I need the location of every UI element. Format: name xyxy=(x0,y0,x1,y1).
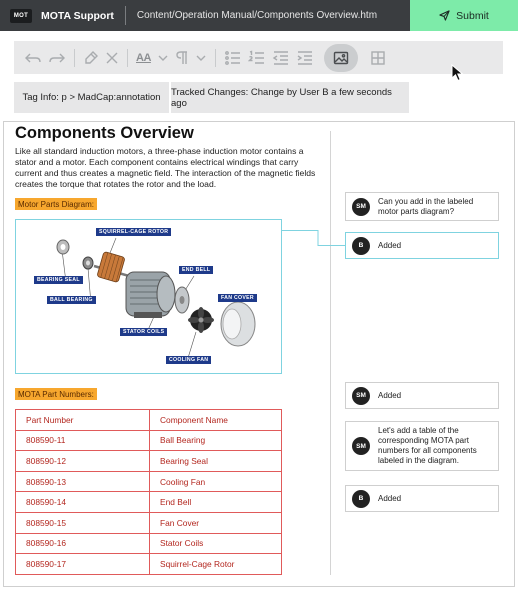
avatar: SM xyxy=(352,387,370,405)
chevron-down-icon[interactable] xyxy=(157,46,169,70)
motor-parts-diagram-label[interactable]: Motor Parts Diagram: xyxy=(15,198,97,210)
avatar: B xyxy=(352,490,370,508)
table-cell[interactable]: End Bell xyxy=(150,492,282,513)
callout-bearing-seal: BEARING SEAL xyxy=(34,276,83,284)
header-left xyxy=(0,0,410,31)
callout-stator-coils: STATOR COILS xyxy=(120,328,167,336)
tracked-changes-info: Tracked Changes: Change by User B a few seconds ago xyxy=(171,82,409,113)
table-cell[interactable]: Stator Coils xyxy=(150,533,282,554)
callout-fan-cover: FAN COVER xyxy=(218,294,257,302)
table-row xyxy=(16,471,282,492)
callout-ball-bearing: BALL BEARING xyxy=(47,296,96,304)
submit-label: Submit xyxy=(456,9,489,22)
avatar: SM xyxy=(352,198,370,216)
table-row xyxy=(16,533,282,554)
highlighter-icon[interactable] xyxy=(83,46,99,70)
header-divider xyxy=(125,6,126,25)
comment-card[interactable] xyxy=(345,421,499,471)
tag-info: Tag Info: p > MadCap:annotation xyxy=(14,82,169,113)
comment-card-active[interactable] xyxy=(345,232,499,259)
comments-column-divider xyxy=(330,131,331,575)
ball-bearing-part xyxy=(83,257,93,269)
indent-icon[interactable] xyxy=(296,46,314,70)
table-icon[interactable] xyxy=(370,46,386,70)
stator-housing-part xyxy=(126,272,175,318)
mota-part-numbers-label[interactable]: MOTA Part Numbers: xyxy=(15,388,97,400)
toolbar-divider xyxy=(74,49,75,67)
table-cell[interactable]: 808590-15 xyxy=(16,512,150,533)
comment-connector-line xyxy=(282,230,346,250)
font-size-icon[interactable] xyxy=(136,46,151,70)
clear-icon[interactable] xyxy=(105,46,119,70)
send-icon xyxy=(439,10,450,21)
table-row xyxy=(16,451,282,472)
callout-squirrel-cage-rotor: SQUIRREL-CAGE ROTOR xyxy=(96,228,171,236)
comment-text: Can you add in the labeled motor parts diagram? xyxy=(378,196,474,216)
mouse-cursor-icon xyxy=(451,64,465,87)
paragraph-icon[interactable] xyxy=(175,46,189,70)
avatar: SM xyxy=(352,437,370,455)
table-row xyxy=(16,492,282,513)
table-cell[interactable]: 808590-11 xyxy=(16,430,150,451)
table-cell[interactable]: 808590-13 xyxy=(16,471,150,492)
toolbar-divider xyxy=(127,49,128,67)
comment-text: Added xyxy=(378,390,402,400)
table-header-cell[interactable]: Component Name xyxy=(150,410,282,431)
app-logo: MOT xyxy=(10,9,32,23)
table-cell[interactable]: 808590-16 xyxy=(16,533,150,554)
submit-button[interactable] xyxy=(410,0,518,31)
end-bell-part xyxy=(175,287,189,313)
comment-card[interactable] xyxy=(345,485,499,512)
callout-cooling-fan: COOLING FAN xyxy=(166,356,211,364)
comment-text: Added xyxy=(378,493,402,503)
table-cell[interactable]: Ball Bearing xyxy=(150,430,282,451)
image-icon[interactable] xyxy=(324,44,358,72)
comment-text: Let's add a table of the corresponding MOTA part numbers for all components labeled in the diagram. xyxy=(378,426,477,465)
chevron-down-icon[interactable] xyxy=(195,46,207,70)
toolbar-divider xyxy=(215,49,216,67)
callout-end-bell: END BELL xyxy=(179,266,213,274)
comment-card[interactable] xyxy=(345,382,499,409)
table-cell[interactable]: 808590-17 xyxy=(16,554,150,575)
numbered-list-icon[interactable] xyxy=(248,46,266,70)
table-cell[interactable]: Bearing Seal xyxy=(150,451,282,472)
redo-icon[interactable] xyxy=(48,46,66,70)
table-row xyxy=(16,430,282,451)
table-header-row xyxy=(16,410,282,431)
motor-parts-diagram[interactable] xyxy=(15,219,282,374)
bulleted-list-icon[interactable] xyxy=(224,46,242,70)
page-title[interactable]: Components Overview xyxy=(15,124,194,142)
table-cell[interactable]: Fan Cover xyxy=(150,512,282,533)
intro-paragraph[interactable]: Like all standard induction motors, a three-phase induction motor contains a stator and a motor. Each component contains electrical windings that carry current and thus creates a magnetic field. The interaction of the magnetic fields creates the torque that rotates the rotor and the load. xyxy=(15,146,316,189)
part-numbers-table xyxy=(15,409,282,575)
app-title: MOTA Support xyxy=(41,9,114,22)
table-cell[interactable]: 808590-14 xyxy=(16,492,150,513)
cooling-fan-part xyxy=(188,307,214,333)
table-cell[interactable]: Cooling Fan xyxy=(150,471,282,492)
app-header xyxy=(0,0,518,31)
bearing-seal-part xyxy=(57,240,69,254)
table-header-cell[interactable]: Part Number xyxy=(16,410,150,431)
comment-card[interactable] xyxy=(345,192,499,221)
avatar: B xyxy=(352,237,370,255)
fan-cover-part xyxy=(221,302,255,346)
table-row xyxy=(16,554,282,575)
comment-text: Added xyxy=(378,240,402,250)
undo-icon[interactable] xyxy=(24,46,42,70)
table-cell[interactable]: 808590-12 xyxy=(16,451,150,472)
table-cell[interactable]: Squirrel-Cage Rotor xyxy=(150,554,282,575)
editor-toolbar xyxy=(14,41,503,74)
table-row xyxy=(16,512,282,533)
outdent-icon[interactable] xyxy=(272,46,290,70)
font-size-label: AA xyxy=(136,51,151,64)
breadcrumb-file-path[interactable]: Content/Operation Manual/Components Overview.htm xyxy=(136,10,378,21)
